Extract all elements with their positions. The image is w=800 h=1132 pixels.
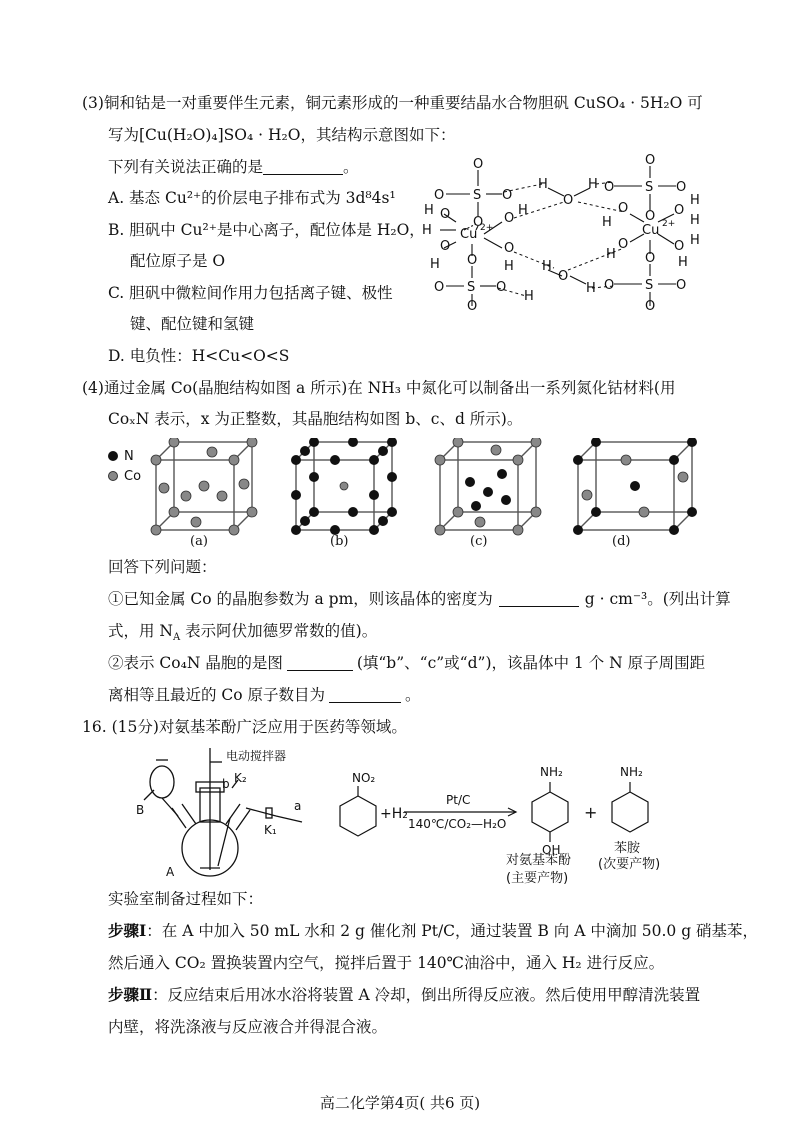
dia-s: S — [645, 180, 654, 195]
step2-text-1: ：反应结束后用冰水浴将装置 A 冷却，倒出所得反应液。然后使用甲醇清洗装置 — [152, 986, 701, 1004]
dia-h: H — [424, 203, 434, 218]
dia-o: O — [473, 157, 484, 172]
dia-o: O — [645, 153, 656, 168]
cell-a — [151, 438, 257, 535]
crystal-legend — [108, 446, 141, 486]
apparatus-b-label: b — [222, 777, 230, 791]
q3-option-c-line2: 键、配位键和氢键 — [130, 315, 255, 333]
dia-o: O — [618, 201, 629, 216]
apparatus-a-label: a — [294, 799, 302, 813]
plus-h2: +H₂ — [380, 806, 408, 822]
dia-o: O — [645, 299, 656, 312]
cell-b — [291, 438, 397, 535]
dia-o: O — [467, 299, 478, 312]
dia-h: H — [690, 193, 700, 208]
co-atom-icon — [108, 471, 118, 481]
dia-o: O — [676, 278, 687, 293]
reaction-scheme — [320, 756, 720, 886]
dia-s: S — [645, 278, 654, 293]
dia-o: O — [434, 280, 445, 295]
dia-h: H — [524, 289, 534, 304]
q3-question-text: 下列有关说法正确的是 — [108, 158, 264, 176]
dia-o: O — [618, 237, 629, 252]
q4-sub1-text-c: 式，用 N — [108, 622, 173, 640]
caption-d: (d) — [612, 534, 631, 549]
q4-intro-line2: CoₓN 表示，x 为正整数，其晶胞结构如图 b、c、d 所示)。 — [108, 410, 523, 428]
catalyst-label: Pt/C — [446, 793, 471, 807]
dia-h: H — [606, 247, 616, 262]
q4-sub2-text-d: 。 — [405, 686, 421, 704]
q4-sub2-line1 — [108, 652, 705, 674]
dia-o: O — [434, 188, 445, 203]
dia-h: H — [430, 257, 440, 272]
apparatus-k1-label: K₁ — [264, 823, 277, 837]
legend-n — [108, 446, 141, 466]
dia-h: H — [422, 223, 432, 238]
q3-intro-line2: 写为[Cu(H₂O)₄]SO₄ · H₂O，其结构示意图如下： — [108, 126, 456, 144]
dia-h: H — [588, 177, 598, 192]
q4-count-blank — [329, 686, 401, 703]
q4-intro-line1: (4)通过金属 Co(晶胞结构如图 a 所示)在 NH₃ 中氮化可以制备出一系列氮化钴材料(用 — [82, 379, 676, 397]
product2-note: (次要产物) — [598, 857, 661, 872]
q3-answer-blank — [263, 158, 343, 175]
cell-c — [435, 438, 541, 535]
q4-sub2-text-c: 离相等且最近的 Co 原子数目为 — [108, 686, 326, 704]
q4-sub2-text-a: ②表示 Co₄N 晶胞的是图 — [108, 654, 283, 672]
dia-h: H — [518, 203, 528, 218]
q3-option-a: A. 基态 Cu²⁺的价层电子排布式为 3d⁸4s¹ — [108, 189, 396, 207]
q3-option-b-line2: 配位原子是 O — [130, 252, 226, 270]
dia-h: H — [504, 259, 514, 274]
amino-group-2: NH₂ — [620, 765, 643, 779]
q3-intro-line1: (3)铜和钴是一对重要伴生元素，铜元素形成的一种重要结晶水合物胆矾 CuSO₄ · 5H₂O 可 — [82, 94, 703, 112]
plus-sign: + — [584, 803, 598, 822]
q3-option-c-line1: C. 胆矾中微粒间作用力包括离子键、极性 — [108, 284, 393, 302]
aminophenol-ring — [532, 792, 568, 832]
dia-o: O — [467, 253, 478, 268]
dia-o: O — [645, 251, 656, 266]
q4-sub2-line2 — [108, 684, 421, 706]
dia-h: H — [602, 215, 612, 230]
dia-o: O — [674, 203, 685, 218]
apparatus-diagram — [126, 748, 316, 878]
dia-o: O — [674, 239, 685, 254]
dia-h: H — [586, 281, 596, 296]
dia-o: O — [504, 241, 515, 256]
q4-sub1-na-sub: A — [173, 632, 181, 644]
dia-cu: Cu — [642, 223, 660, 238]
dia-o: O — [440, 207, 451, 222]
dia-o: O — [440, 239, 451, 254]
dia-s: S — [473, 188, 482, 203]
dia-o: O — [504, 211, 515, 226]
q3-option-d: D. 电负性：H<Cu<O<S — [108, 347, 290, 365]
q4-sub1-text-d: 表示阿伏加德罗常数的值)。 — [180, 622, 378, 640]
q16-title: 16. (15分)对氨基苯酚广泛应用于医药等领域。 — [82, 718, 407, 736]
legend-n-label: N — [124, 448, 134, 464]
dia-o: O — [496, 280, 507, 295]
step1-label: 步骤Ⅰ — [108, 921, 147, 940]
apparatus-A-label: A — [166, 865, 175, 878]
q4-sub2-text-b: (填“b”、“c”或“d”)，该晶体中 1 个 N 原子周围距 — [356, 654, 706, 672]
legend-co-label: Co — [124, 468, 142, 484]
q16-step2-line1 — [108, 984, 700, 1006]
dia-h: H — [690, 233, 700, 248]
nitrobenzene-ring — [340, 796, 376, 836]
cell-d — [573, 438, 697, 535]
q16-step2-line2: 内壁，将洗涤液与反应液合并得混合液。 — [108, 1018, 388, 1036]
dia-h: H — [690, 213, 700, 228]
condition-label: 140℃/CO₂—H₂O — [408, 817, 507, 831]
nitro-group: NO₂ — [352, 771, 376, 785]
legend-co — [108, 466, 141, 486]
q4-answer-prompt: 回答下列问题： — [108, 558, 217, 576]
caption-a: (a) — [190, 534, 208, 549]
q3-option-b-line1: B. 胆矾中 Cu²⁺是中心离子，配位体是 H₂O， — [108, 221, 425, 239]
apparatus-stirrer-label: 电动搅拌器 — [226, 749, 287, 763]
dia-h: H — [542, 259, 552, 274]
q4-figure-blank — [287, 654, 353, 671]
q3-question-end: 。 — [343, 158, 359, 176]
aniline-ring — [612, 792, 648, 832]
dia-o: O — [676, 180, 687, 195]
apparatus-k2-label: K₂ — [234, 771, 247, 785]
amino-group-1: NH₂ — [540, 765, 563, 779]
n-atom-icon — [108, 451, 118, 461]
dia-charge: 2+ — [662, 219, 676, 229]
hydroxyl-group: OH — [542, 843, 561, 857]
product2-name: 苯胺 — [614, 841, 641, 856]
caption-c: (c) — [470, 534, 488, 549]
dia-o: O — [502, 188, 513, 203]
dia-h: H — [538, 177, 548, 192]
dia-o: O — [558, 269, 569, 284]
dia-charge: 2+ — [480, 223, 494, 233]
dia-o: O — [645, 209, 656, 224]
caption-b: (b) — [330, 534, 349, 549]
q4-sub1-line1 — [108, 588, 731, 610]
dia-cu: Cu — [460, 227, 478, 242]
crystal-cells — [150, 438, 710, 538]
step2-label: 步骤Ⅱ — [108, 985, 153, 1004]
apparatus-B-label: B — [136, 803, 145, 817]
q4-sub1-text-b: g · cm⁻³。(列出计算 — [584, 590, 731, 608]
q4-density-blank — [499, 590, 579, 607]
page-footer: 高二化学第4页( 共6 页) — [319, 1094, 481, 1112]
q16-step1-line1 — [108, 920, 758, 942]
q3-question — [108, 156, 359, 178]
dia-o: O — [473, 215, 484, 230]
dia-h: H — [678, 255, 688, 270]
q4-sub1-line2 — [108, 620, 377, 649]
dia-o: O — [563, 193, 574, 208]
step1-text-1: ：在 A 中加入 50 mL 水和 2 g 催化剂 Pt/C，通过装置 B 向 A 中滴加 50.0 g 硝基苯， — [146, 922, 759, 940]
dia-s: S — [467, 280, 476, 295]
q16-prep-title: 实验室制备过程如下： — [108, 890, 264, 908]
dia-o: O — [604, 278, 615, 293]
dia-o: O — [604, 180, 615, 195]
q16-step1-line2: 然后通入 CO₂ 置换装置内空气，搅拌后置于 140℃油浴中，通入 H₂ 进行反应。 — [108, 954, 665, 972]
chalcanthite-structure-diagram — [418, 152, 708, 312]
product1-name: 对氨基苯酚 — [506, 853, 572, 868]
q4-sub1-text-a: ①已知金属 Co 的晶胞参数为 a pm，则该晶体的密度为 — [108, 590, 493, 608]
product1-note: (主要产物) — [506, 871, 569, 886]
